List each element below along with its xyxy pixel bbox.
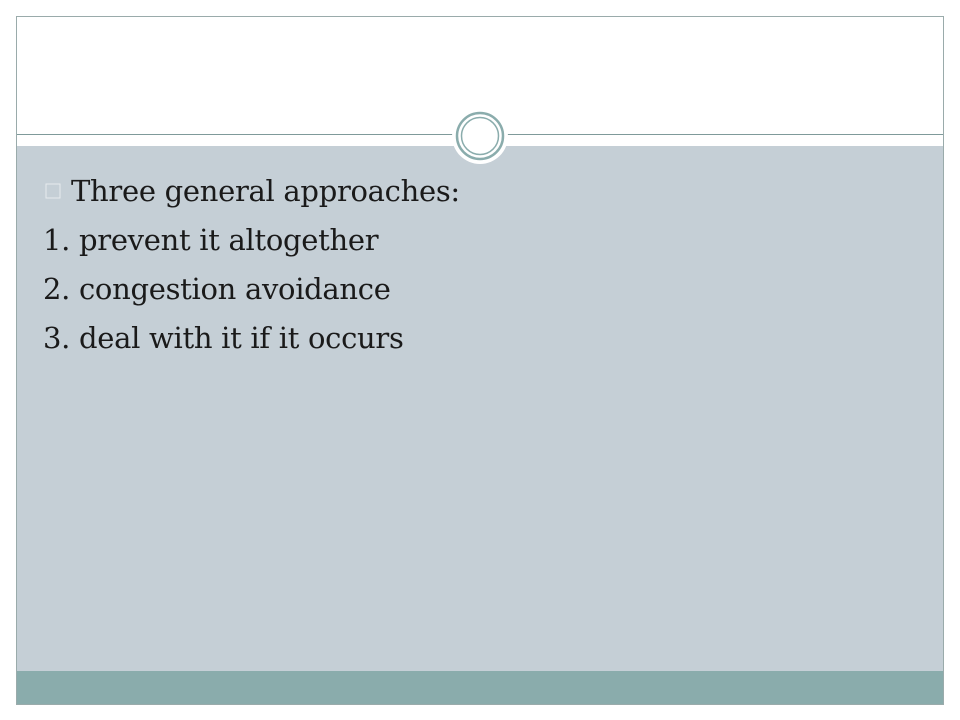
list-item: 1. prevent it altogether	[43, 223, 379, 257]
list-item: 2. congestion avoidance	[43, 272, 391, 306]
bullet-text: Three general approaches:	[71, 174, 460, 208]
slide-body	[43, 167, 460, 363]
list-item: 3. deal with it if it occurs	[43, 321, 404, 355]
slide	[16, 16, 944, 705]
square-bullet-icon	[43, 181, 65, 203]
footer-band	[17, 671, 943, 704]
bullet-line	[43, 167, 460, 216]
circle-ornament-icon	[451, 107, 509, 165]
